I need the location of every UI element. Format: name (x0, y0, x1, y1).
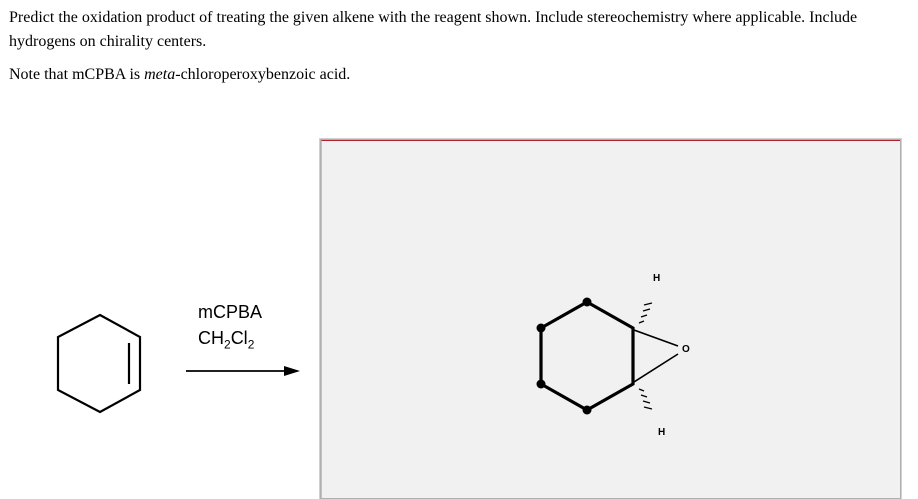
hashed-wedge-bottom (639, 389, 652, 409)
note-italic: meta (144, 66, 176, 83)
hashed-wedge-top (639, 303, 652, 323)
note-prefix: Note that mCPBA is (9, 66, 145, 83)
hydrogen-label-bottom: H (658, 427, 666, 438)
product-ring (541, 302, 633, 410)
epoxide-bonds (634, 330, 678, 382)
reagent-solvent: $CH_2Cl_2$ (198, 328, 255, 352)
hydrogen-label-top: H (653, 273, 661, 284)
oxygen-label: O (682, 344, 690, 355)
reagent-mcpba: mCPBA (198, 302, 263, 322)
question-text: Predict the oxidation product of treating the given alkene with the reagent shown. Include stereochemistry where applicable. Include hydrogens on chirality centers. (9, 9, 858, 50)
note-suffix: -chloroperoxybenzoic acid. (175, 66, 351, 83)
